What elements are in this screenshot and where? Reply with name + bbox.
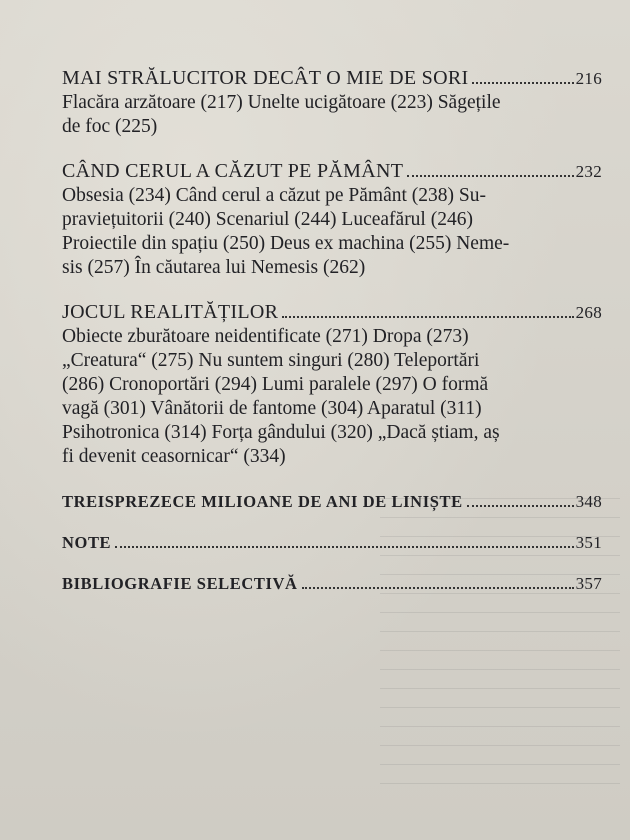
page-number: 268 — [575, 303, 602, 322]
subsections — [62, 184, 602, 280]
table-of-contents — [62, 66, 602, 612]
chapter-heading — [62, 159, 602, 184]
chapter-heading — [62, 571, 602, 596]
dot-leader — [115, 546, 573, 548]
dot-leader — [282, 316, 573, 318]
page-number: 357 — [575, 574, 602, 593]
chapter-title: JOCUL REALITĂȚILOR — [62, 301, 279, 323]
chapter-heading — [62, 66, 602, 91]
dot-leader — [472, 82, 573, 84]
subsection-line: praviețuitorii (240) Scenariul (244) Luceafărul (246) — [62, 209, 473, 230]
dot-leader — [302, 587, 574, 589]
toc-entry — [62, 159, 602, 280]
chapter-title: MAI STRĂLUCITOR DECÂT O MIE DE SORI — [62, 67, 469, 89]
subsection-line: Flacăra arzătoare (217) Unelte ucigătoare (223) Săgețile — [62, 92, 501, 113]
toc-entry — [62, 571, 602, 596]
subsections — [62, 325, 602, 469]
toc-entry — [62, 66, 602, 139]
toc-entry — [62, 300, 602, 469]
chapter-title: CÂND CERUL A CĂZUT PE PĂMÂNT — [62, 160, 404, 182]
toc-entry — [62, 489, 602, 514]
chapter-heading — [62, 489, 602, 514]
dot-leader — [467, 505, 574, 507]
chapter-title: TREISPREZECE MILIOANE DE ANI DE LINIȘTE — [62, 492, 463, 511]
chapter-title: NOTE — [62, 533, 112, 552]
subsection-line: (286) Cronoportări (294) Lumi paralele (297) O formă — [62, 374, 489, 395]
page-number: 216 — [575, 69, 602, 88]
page-number: 351 — [575, 533, 602, 552]
subsection-line: vagă (301) Vânătorii de fantome (304) Aparatul (311) — [62, 398, 482, 419]
chapter-heading — [62, 530, 602, 555]
subsection-line: Proiectile din spațiu (250) Deus ex machina (255) Neme- — [62, 233, 510, 254]
subsection-line: sis (257) În căutarea lui Nemesis (262) — [62, 257, 366, 278]
subsection-line: Obiecte zburătoare neidentificate (271) Dropa (273) — [62, 326, 469, 347]
page-number: 232 — [575, 162, 602, 181]
chapter-title: BIBLIOGRAFIE SELECTIVĂ — [62, 574, 298, 593]
page-number: 348 — [575, 492, 602, 511]
dot-leader — [407, 175, 573, 177]
chapter-heading — [62, 300, 602, 325]
subsections — [62, 91, 602, 139]
toc-entry — [62, 530, 602, 555]
subsection-line: Psihotronica (314) Forța gândului (320) „Dacă știam, aș — [62, 422, 500, 443]
subsection-line: „Creatura“ (275) Nu suntem singuri (280) Teleportări — [62, 350, 480, 371]
subsection-line: fi devenit ceasornicar“ (334) — [62, 446, 286, 467]
subsection-line: Obsesia (234) Când cerul a căzut pe Pământ (238) Su- — [62, 185, 486, 206]
subsection-line: de foc (225) — [62, 116, 158, 137]
